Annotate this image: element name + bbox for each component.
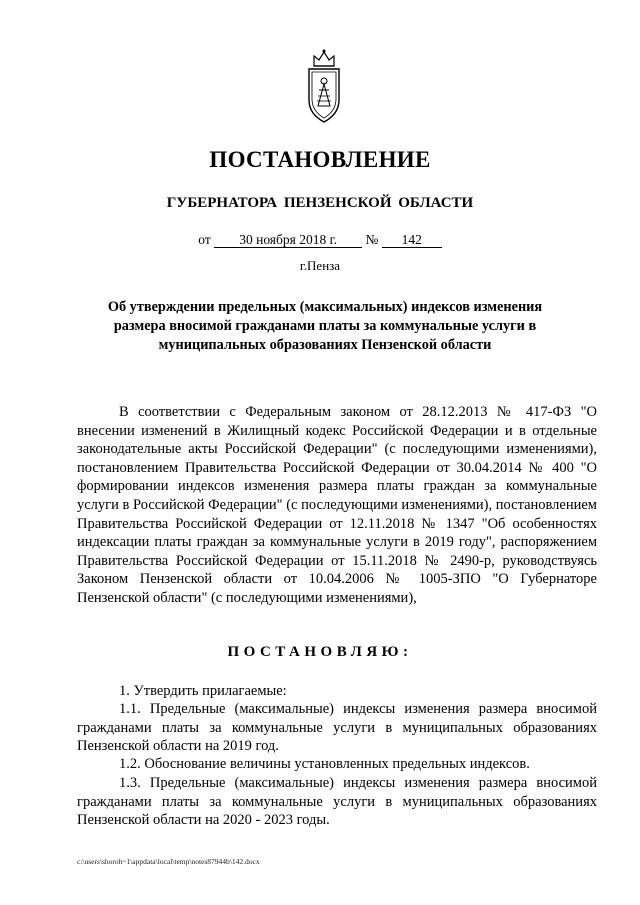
document-heading: Об утверждении предельных (максимальных) индексов изменения размера вносимой гражданами платы за коммунальные услуги в муниципальных образованиях Пензенской области [107, 299, 543, 353]
list-item: 1.1. Предельные (максимальные) индексы изменения размера вносимой гражданами платы за коммунальные услуги в муниципальных образованиях Пензенской области на 2019 год. [77, 701, 597, 755]
footer-file-path: c:\users\shoroh~1\appdata\local\temp\notes87944b\142.docx [77, 857, 260, 866]
document-number: 142 [382, 232, 442, 248]
date-prefix: от [198, 232, 211, 247]
date-line [0, 232, 640, 248]
number-sign: № [365, 232, 379, 247]
list-item: 1.2. Обоснование величины установленных предельных индексов. [119, 756, 530, 772]
document-issuer: ГУБЕРНАТОРА ПЕНЗЕНСКОЙ ОБЛАСТИ [166, 195, 474, 211]
decree-heading: ПОСТАНОВЛЯЮ: [227, 644, 413, 660]
list-item: 1. Утвердить прилагаемые: [119, 683, 287, 699]
document-date: 30 ноября 2018 г. [214, 232, 362, 248]
document-city: г.Пенза [299, 258, 341, 273]
document-title: ПОСТАНОВЛЕНИЕ [209, 147, 431, 172]
list-item: 1.3. Предельные (максимальные) индексы изменения размера вносимой гражданами платы за коммунальные услуги в муниципальных образованиях Пензенской области на 2020 - 2023 годы. [77, 775, 597, 829]
preamble-paragraph: В соответствии с Федеральным законом от 28.12.2013 № 417-ФЗ "О внесении изменений в Жилищный кодекс Российской Федерации и в отдельные законодательные акты Российской Федерации" (с последующими изменениями), постановлением Правительства Российской Федерации от 30.04.2014 № 400 "О формировании индексов изменения размера платы граждан за коммунальные услуги в Российской Федерации" (с последующими изменениями), постановлением Правительства Российской Федерации от 12.11.2018 № 1347 "Об особенностях индексации платы граждан за коммунальные услуги в 2019 году", распоряжением Правительства Российской Федерации от 15.11.2018 № 2490-р, руководствуясь Законом Пензенской области от 10.04.2006 № 1005-ЗПО "О Губернаторе Пензенской области" (с последующими изменениями), [77, 404, 597, 606]
coat-of-arms-icon [300, 48, 348, 128]
